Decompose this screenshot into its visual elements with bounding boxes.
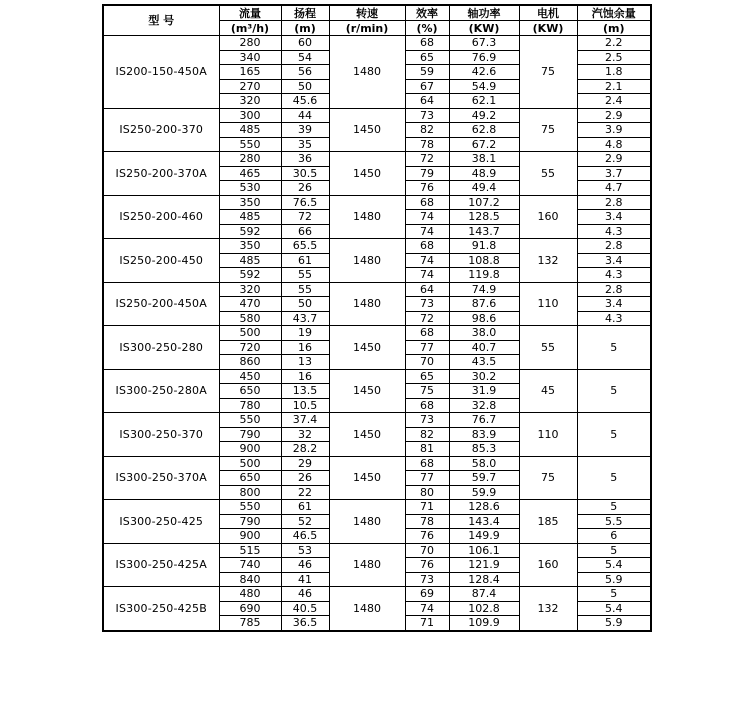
- flow-cell: 500: [219, 326, 281, 341]
- shaft-power-cell: 74.9: [449, 282, 519, 297]
- motor-cell: 132: [519, 239, 577, 283]
- unit-npsh: (m): [577, 21, 651, 36]
- table-row: [103, 152, 651, 167]
- head-cell: 46: [281, 587, 329, 602]
- speed-cell: 1480: [329, 500, 405, 544]
- npsh-cell: 4.3: [577, 311, 651, 326]
- head-cell: 22: [281, 485, 329, 500]
- shaft-power-cell: 40.7: [449, 340, 519, 355]
- model-cell: IS300-250-370A: [103, 456, 219, 500]
- npsh-cell: 4.7: [577, 181, 651, 196]
- motor-cell: 75: [519, 108, 577, 152]
- motor-cell: 75: [519, 36, 577, 109]
- npsh-cell: 5: [577, 587, 651, 602]
- shaft-power-cell: 106.1: [449, 543, 519, 558]
- shaft-power-cell: 102.8: [449, 601, 519, 616]
- shaft-power-cell: 59.7: [449, 471, 519, 486]
- flow-cell: 485: [219, 210, 281, 225]
- head-cell: 10.5: [281, 398, 329, 413]
- efficiency-cell: 69: [405, 587, 449, 602]
- flow-cell: 165: [219, 65, 281, 80]
- head-cell: 72: [281, 210, 329, 225]
- model-cell: IS250-200-370: [103, 108, 219, 152]
- speed-cell: 1480: [329, 282, 405, 326]
- unit-flow: (m³/h): [219, 21, 281, 36]
- flow-cell: 340: [219, 50, 281, 65]
- efficiency-cell: 73: [405, 297, 449, 312]
- npsh-cell: 5.5: [577, 514, 651, 529]
- head-cell: 55: [281, 282, 329, 297]
- flow-cell: 800: [219, 485, 281, 500]
- head-cell: 26: [281, 471, 329, 486]
- efficiency-cell: 82: [405, 123, 449, 138]
- unit-speed: (r/min): [329, 21, 405, 36]
- flow-cell: 740: [219, 558, 281, 573]
- table-body: [103, 36, 651, 631]
- speed-cell: 1480: [329, 543, 405, 587]
- npsh-cell: 5.4: [577, 601, 651, 616]
- head-cell: 54: [281, 50, 329, 65]
- npsh-cell: 5: [577, 369, 651, 413]
- npsh-cell: 3.4: [577, 297, 651, 312]
- efficiency-cell: 73: [405, 108, 449, 123]
- table-row: [103, 543, 651, 558]
- npsh-cell: 6: [577, 529, 651, 544]
- head-cell: 19: [281, 326, 329, 341]
- efficiency-cell: 70: [405, 355, 449, 370]
- speed-cell: 1480: [329, 195, 405, 239]
- head-cell: 26: [281, 181, 329, 196]
- flow-cell: 450: [219, 369, 281, 384]
- shaft-power-cell: 49.4: [449, 181, 519, 196]
- head-cell: 50: [281, 297, 329, 312]
- flow-cell: 592: [219, 224, 281, 239]
- npsh-cell: 5: [577, 456, 651, 500]
- npsh-cell: 2.8: [577, 239, 651, 254]
- flow-cell: 650: [219, 384, 281, 399]
- efficiency-cell: 77: [405, 471, 449, 486]
- shaft-power-cell: 109.9: [449, 616, 519, 631]
- efficiency-cell: 76: [405, 529, 449, 544]
- header-npsh: 汽蚀余量: [577, 5, 651, 21]
- head-cell: 56: [281, 65, 329, 80]
- shaft-power-cell: 119.8: [449, 268, 519, 283]
- speed-cell: 1450: [329, 369, 405, 413]
- head-cell: 41: [281, 572, 329, 587]
- shaft-power-cell: 38.0: [449, 326, 519, 341]
- head-cell: 60: [281, 36, 329, 51]
- head-cell: 40.5: [281, 601, 329, 616]
- head-cell: 76.5: [281, 195, 329, 210]
- table-row: [103, 587, 651, 602]
- header-head: 扬程: [281, 5, 329, 21]
- efficiency-cell: 68: [405, 195, 449, 210]
- speed-cell: 1450: [329, 456, 405, 500]
- shaft-power-cell: 143.7: [449, 224, 519, 239]
- head-cell: 65.5: [281, 239, 329, 254]
- head-cell: 53: [281, 543, 329, 558]
- shaft-power-cell: 87.4: [449, 587, 519, 602]
- motor-cell: 185: [519, 500, 577, 544]
- table-row: [103, 413, 651, 428]
- flow-cell: 550: [219, 137, 281, 152]
- flow-cell: 465: [219, 166, 281, 181]
- head-cell: 55: [281, 268, 329, 283]
- flow-cell: 280: [219, 36, 281, 51]
- efficiency-cell: 73: [405, 572, 449, 587]
- shaft-power-cell: 49.2: [449, 108, 519, 123]
- flow-cell: 840: [219, 572, 281, 587]
- flow-cell: 690: [219, 601, 281, 616]
- table-row: [103, 456, 651, 471]
- shaft-power-cell: 54.9: [449, 79, 519, 94]
- npsh-cell: 5: [577, 326, 651, 370]
- flow-cell: 550: [219, 413, 281, 428]
- shaft-power-cell: 98.6: [449, 311, 519, 326]
- efficiency-cell: 73: [405, 413, 449, 428]
- motor-cell: 75: [519, 456, 577, 500]
- shaft-power-cell: 87.6: [449, 297, 519, 312]
- motor-cell: 55: [519, 152, 577, 196]
- flow-cell: 592: [219, 268, 281, 283]
- head-cell: 61: [281, 500, 329, 515]
- head-cell: 13.5: [281, 384, 329, 399]
- speed-cell: 1480: [329, 587, 405, 631]
- motor-cell: 45: [519, 369, 577, 413]
- speed-cell: 1450: [329, 108, 405, 152]
- table-row: [103, 500, 651, 515]
- shaft-power-cell: 67.2: [449, 137, 519, 152]
- npsh-cell: 1.8: [577, 65, 651, 80]
- speed-cell: 1480: [329, 36, 405, 109]
- header-flow: 流量: [219, 5, 281, 21]
- npsh-cell: 5.4: [577, 558, 651, 573]
- flow-cell: 650: [219, 471, 281, 486]
- head-cell: 29: [281, 456, 329, 471]
- npsh-cell: 2.9: [577, 108, 651, 123]
- header-shaft-power: 轴功率: [449, 5, 519, 21]
- flow-cell: 720: [219, 340, 281, 355]
- efficiency-cell: 71: [405, 616, 449, 631]
- efficiency-cell: 76: [405, 558, 449, 573]
- efficiency-cell: 65: [405, 369, 449, 384]
- head-cell: 39: [281, 123, 329, 138]
- flow-cell: 580: [219, 311, 281, 326]
- head-cell: 13: [281, 355, 329, 370]
- npsh-cell: 5.9: [577, 616, 651, 631]
- shaft-power-cell: 108.8: [449, 253, 519, 268]
- shaft-power-cell: 76.7: [449, 413, 519, 428]
- flow-cell: 515: [219, 543, 281, 558]
- table-row: [103, 36, 651, 51]
- table-row: [103, 369, 651, 384]
- unit-motor: (KW): [519, 21, 577, 36]
- flow-cell: 500: [219, 456, 281, 471]
- flow-cell: 790: [219, 427, 281, 442]
- efficiency-cell: 64: [405, 282, 449, 297]
- efficiency-cell: 82: [405, 427, 449, 442]
- flow-cell: 300: [219, 108, 281, 123]
- shaft-power-cell: 67.3: [449, 36, 519, 51]
- efficiency-cell: 74: [405, 601, 449, 616]
- efficiency-cell: 74: [405, 210, 449, 225]
- pump-spec-table: [102, 4, 652, 632]
- shaft-power-cell: 128.6: [449, 500, 519, 515]
- motor-cell: 160: [519, 543, 577, 587]
- shaft-power-cell: 107.2: [449, 195, 519, 210]
- head-cell: 37.4: [281, 413, 329, 428]
- shaft-power-cell: 85.3: [449, 442, 519, 457]
- head-cell: 45.6: [281, 94, 329, 109]
- header-motor: 电机: [519, 5, 577, 21]
- efficiency-cell: 72: [405, 152, 449, 167]
- shaft-power-cell: 62.1: [449, 94, 519, 109]
- motor-cell: 110: [519, 413, 577, 457]
- npsh-cell: 2.8: [577, 195, 651, 210]
- shaft-power-cell: 31.9: [449, 384, 519, 399]
- header-efficiency: 效率: [405, 5, 449, 21]
- flow-cell: 780: [219, 398, 281, 413]
- efficiency-cell: 78: [405, 137, 449, 152]
- head-cell: 44: [281, 108, 329, 123]
- head-cell: 36.5: [281, 616, 329, 631]
- npsh-cell: 2.5: [577, 50, 651, 65]
- npsh-cell: 3.4: [577, 210, 651, 225]
- efficiency-cell: 71: [405, 500, 449, 515]
- head-cell: 28.2: [281, 442, 329, 457]
- model-cell: IS250-200-450: [103, 239, 219, 283]
- table-row: [103, 239, 651, 254]
- efficiency-cell: 65: [405, 50, 449, 65]
- npsh-cell: 3.4: [577, 253, 651, 268]
- unit-head: (m): [281, 21, 329, 36]
- table-row: [103, 195, 651, 210]
- efficiency-cell: 76: [405, 181, 449, 196]
- head-cell: 61: [281, 253, 329, 268]
- model-cell: IS300-250-425B: [103, 587, 219, 631]
- flow-cell: 350: [219, 195, 281, 210]
- flow-cell: 320: [219, 94, 281, 109]
- motor-cell: 132: [519, 587, 577, 631]
- npsh-cell: 2.1: [577, 79, 651, 94]
- table-row: [103, 108, 651, 123]
- speed-cell: 1480: [329, 239, 405, 283]
- npsh-cell: 5: [577, 413, 651, 457]
- motor-cell: 110: [519, 282, 577, 326]
- efficiency-cell: 68: [405, 36, 449, 51]
- shaft-power-cell: 83.9: [449, 427, 519, 442]
- head-cell: 50: [281, 79, 329, 94]
- shaft-power-cell: 32.8: [449, 398, 519, 413]
- flow-cell: 860: [219, 355, 281, 370]
- shaft-power-cell: 128.4: [449, 572, 519, 587]
- model-cell: IS250-200-370A: [103, 152, 219, 196]
- efficiency-cell: 68: [405, 239, 449, 254]
- head-cell: 36: [281, 152, 329, 167]
- model-cell: IS250-200-450A: [103, 282, 219, 326]
- npsh-cell: 5: [577, 543, 651, 558]
- npsh-cell: 3.7: [577, 166, 651, 181]
- head-cell: 46: [281, 558, 329, 573]
- table-row: [103, 326, 651, 341]
- flow-cell: 900: [219, 442, 281, 457]
- npsh-cell: 5.9: [577, 572, 651, 587]
- head-cell: 46.5: [281, 529, 329, 544]
- shaft-power-cell: 62.8: [449, 123, 519, 138]
- model-cell: IS200-150-450A: [103, 36, 219, 109]
- efficiency-cell: 81: [405, 442, 449, 457]
- shaft-power-cell: 59.9: [449, 485, 519, 500]
- flow-cell: 550: [219, 500, 281, 515]
- npsh-cell: 4.8: [577, 137, 651, 152]
- shaft-power-cell: 128.5: [449, 210, 519, 225]
- npsh-cell: 2.9: [577, 152, 651, 167]
- unit-efficiency: (%): [405, 21, 449, 36]
- model-cell: IS300-250-280A: [103, 369, 219, 413]
- npsh-cell: 2.4: [577, 94, 651, 109]
- shaft-power-cell: 30.2: [449, 369, 519, 384]
- npsh-cell: 3.9: [577, 123, 651, 138]
- efficiency-cell: 67: [405, 79, 449, 94]
- shaft-power-cell: 121.9: [449, 558, 519, 573]
- efficiency-cell: 74: [405, 224, 449, 239]
- npsh-cell: 2.2: [577, 36, 651, 51]
- efficiency-cell: 74: [405, 253, 449, 268]
- efficiency-cell: 74: [405, 268, 449, 283]
- shaft-power-cell: 58.0: [449, 456, 519, 471]
- flow-cell: 320: [219, 282, 281, 297]
- head-cell: 35: [281, 137, 329, 152]
- flow-cell: 470: [219, 297, 281, 312]
- motor-cell: 55: [519, 326, 577, 370]
- model-cell: IS250-200-460: [103, 195, 219, 239]
- head-cell: 52: [281, 514, 329, 529]
- efficiency-cell: 72: [405, 311, 449, 326]
- head-cell: 16: [281, 340, 329, 355]
- flow-cell: 485: [219, 123, 281, 138]
- shaft-power-cell: 149.9: [449, 529, 519, 544]
- head-cell: 16: [281, 369, 329, 384]
- flow-cell: 350: [219, 239, 281, 254]
- flow-cell: 785: [219, 616, 281, 631]
- efficiency-cell: 64: [405, 94, 449, 109]
- efficiency-cell: 59: [405, 65, 449, 80]
- shaft-power-cell: 38.1: [449, 152, 519, 167]
- header-speed: 转速: [329, 5, 405, 21]
- head-cell: 43.7: [281, 311, 329, 326]
- flow-cell: 270: [219, 79, 281, 94]
- model-cell: IS300-250-425A: [103, 543, 219, 587]
- head-cell: 30.5: [281, 166, 329, 181]
- head-cell: 66: [281, 224, 329, 239]
- efficiency-cell: 70: [405, 543, 449, 558]
- table-header: [103, 5, 651, 36]
- shaft-power-cell: 91.8: [449, 239, 519, 254]
- flow-cell: 485: [219, 253, 281, 268]
- flow-cell: 790: [219, 514, 281, 529]
- shaft-power-cell: 42.6: [449, 65, 519, 80]
- head-cell: 32: [281, 427, 329, 442]
- efficiency-cell: 75: [405, 384, 449, 399]
- speed-cell: 1450: [329, 413, 405, 457]
- efficiency-cell: 78: [405, 514, 449, 529]
- header-model: 型 号: [103, 5, 219, 36]
- npsh-cell: 2.8: [577, 282, 651, 297]
- shaft-power-cell: 48.9: [449, 166, 519, 181]
- speed-cell: 1450: [329, 326, 405, 370]
- efficiency-cell: 77: [405, 340, 449, 355]
- model-cell: IS300-250-425: [103, 500, 219, 544]
- table-row: [103, 282, 651, 297]
- efficiency-cell: 68: [405, 326, 449, 341]
- efficiency-cell: 80: [405, 485, 449, 500]
- model-cell: IS300-250-280: [103, 326, 219, 370]
- flow-cell: 530: [219, 181, 281, 196]
- flow-cell: 900: [219, 529, 281, 544]
- unit-shaft-power: (KW): [449, 21, 519, 36]
- speed-cell: 1450: [329, 152, 405, 196]
- header-row: [103, 5, 651, 21]
- shaft-power-cell: 43.5: [449, 355, 519, 370]
- npsh-cell: 4.3: [577, 224, 651, 239]
- npsh-cell: 4.3: [577, 268, 651, 283]
- efficiency-cell: 68: [405, 398, 449, 413]
- flow-cell: 480: [219, 587, 281, 602]
- shaft-power-cell: 76.9: [449, 50, 519, 65]
- motor-cell: 160: [519, 195, 577, 239]
- efficiency-cell: 68: [405, 456, 449, 471]
- npsh-cell: 5: [577, 500, 651, 515]
- efficiency-cell: 79: [405, 166, 449, 181]
- shaft-power-cell: 143.4: [449, 514, 519, 529]
- model-cell: IS300-250-370: [103, 413, 219, 457]
- flow-cell: 280: [219, 152, 281, 167]
